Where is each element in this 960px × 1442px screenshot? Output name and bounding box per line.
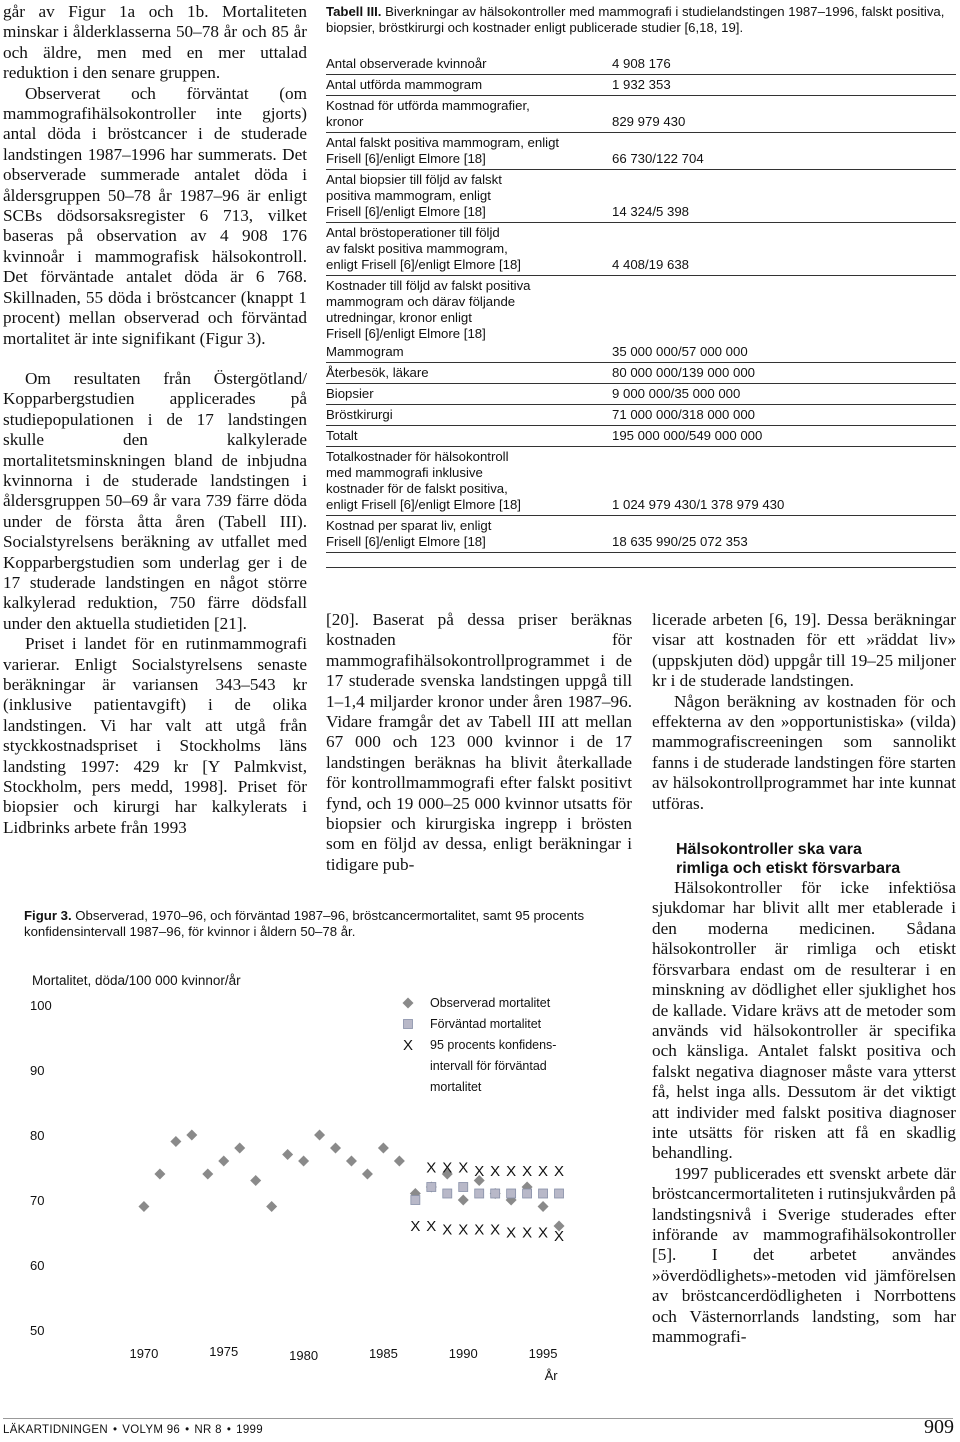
- table-row: [326, 223, 956, 276]
- text-column-2: [326, 610, 632, 875]
- table-group-label: Kostnader till följd av falskt positiva mammogram och därav följande utredningar, kronor enligt Frisell [6]/enligt Elmore [18]: [326, 278, 531, 341]
- table-row: [326, 133, 956, 170]
- table-cell-label: Totalt: [326, 428, 358, 443]
- expected-point: [475, 1189, 484, 1198]
- table-row: [326, 447, 956, 516]
- y-tick-label: 60: [30, 1258, 45, 1273]
- ci-point: X: [442, 1221, 453, 1239]
- col1-paragraph-1: går av Figur 1a och 1b. Mortaliteten minskar i ålderklasserna 50–78 år och 85 år och äldre, men med en mer uttalad reduktion i den senare gruppen.: [3, 2, 307, 83]
- observed-point: [250, 1175, 261, 1186]
- y-tick-label: 90: [30, 1063, 45, 1078]
- table-cell-label: Antal falskt positiva mammogram, enligt Frisell [6]/enligt Elmore [18]: [326, 135, 560, 166]
- expected-point: [411, 1196, 420, 1205]
- legend-label: Förväntad mortalitet: [430, 1017, 542, 1031]
- ci-point: X: [538, 1162, 549, 1180]
- x-tick-label: 1975: [209, 1344, 239, 1359]
- footer-journal: LÄKARTIDNINGEN: [3, 1424, 108, 1436]
- ci-point: X: [474, 1162, 485, 1180]
- x-tick-label: 1990: [448, 1346, 478, 1361]
- legend-label: 95 procents konfidens-: [430, 1038, 557, 1052]
- table-caption-text: Biverkningar av hälsokontroller med mammografi i studielandstingen 1987–1996, falskt positiva, biopsier, bröstkirurgi och kostnader enligt publicerade studier [6,18, 19].: [326, 4, 945, 35]
- observed-point: [154, 1169, 165, 1180]
- observed-point: [138, 1201, 149, 1212]
- figure-caption-text: Observerad, 1970–96, och förväntad 1987–96, bröstcancermortalitet, samt 95 procents konfidensintervall 1987–96, för kvinnor i åldern 50–78 år.: [24, 908, 585, 939]
- table-cell-label: Bröstkirurgi: [326, 407, 393, 422]
- legend-label: Observerad mortalitet: [430, 996, 551, 1010]
- table-cell-label: Mammogram: [326, 344, 404, 359]
- footer-year: 1999: [236, 1424, 263, 1436]
- y-tick-label: 80: [30, 1128, 45, 1143]
- ci-point: X: [554, 1227, 565, 1245]
- x-tick-label: 1995: [528, 1346, 558, 1361]
- expected-point: [491, 1189, 500, 1198]
- observed-point: [202, 1169, 213, 1180]
- footer-separator: •: [112, 1424, 118, 1436]
- ci-point: X: [426, 1159, 437, 1177]
- observed-point: [362, 1169, 373, 1180]
- legend-label: intervall för förväntad: [430, 1059, 547, 1073]
- col3-paragraph-4: 1997 publicerades ett svenskt arbete där bröstcancermortaliteten i rutinsjukvården på landstingsnivå i Sverige studerades efter införande av mammografihälsokontroller [5]. I det arbetet användes »överdödlighets»-metoden vid jämförelsen av bröstcancerdödligheten i Norrbottens och Västernorrlands landsting, som har mammografi-: [652, 1163, 957, 1346]
- col3-paragraph-3: Hälsokontroller för icke infektiösa sjukdomar har blivit allt mer etablerade i den moderna medicinen. Sådana hälsokontroller är rimliga och etiskt försvarbara endast om de resulterar i en minskning av dödlighet eller sjuklighet hos de kallade. Vidare krävs att de metoder som används vid hälsokontroller är specifika och känsliga. Antalet falskt positiva och falskt negativa diagnoser måste vara ytterst få, helst inga alls. Dessutom är det viktigt att individer med falskt positiva diagnoser inte utsätts för risken att få en skadlig behandling.: [652, 878, 956, 1163]
- y-tick-label: 100: [30, 998, 52, 1013]
- page-number: 909: [924, 1416, 954, 1438]
- observed-point: [218, 1156, 229, 1167]
- expected-point: [459, 1183, 468, 1192]
- table-cell-label: Biopsier: [326, 386, 374, 401]
- figure-3-chart: [20, 960, 640, 1390]
- observed-point: [538, 1201, 549, 1212]
- table-caption: [326, 4, 956, 36]
- ci-point: X: [442, 1159, 453, 1177]
- table-row: [326, 384, 956, 405]
- table-caption-label: Tabell III.: [326, 4, 382, 19]
- table-cell-value: 14 324/5 398: [612, 204, 690, 219]
- ci-point: X: [538, 1224, 549, 1242]
- expected-point: [523, 1189, 532, 1198]
- observed-point: [314, 1130, 325, 1141]
- table-row: [326, 426, 956, 447]
- x-axis-label: År: [544, 1368, 558, 1383]
- ci-point: X: [410, 1218, 421, 1235]
- legend-expected-marker: [404, 1020, 413, 1029]
- table-cell-value: 829 979 430: [612, 114, 686, 129]
- table-cell-label: Kostnad per sparat liv, enligt Frisell [6]/enligt Elmore [18]: [326, 518, 492, 549]
- table-row: [326, 75, 956, 96]
- table-row: [326, 405, 956, 426]
- legend-observed-marker: [403, 998, 414, 1009]
- col3-paragraph-2: Någon beräkning av kostnaden för och effekterna av den »opportunistiska» (vilda) mammografiscreeningen som sannolikt fanns i de studerade landstingen före starten av hälsokontrollprogrammet har inte kunnat utföras.: [652, 691, 956, 813]
- ci-point: X: [554, 1162, 565, 1180]
- text-column-3: [652, 610, 956, 1347]
- observed-point: [266, 1201, 277, 1212]
- table-row: [326, 54, 956, 75]
- ci-point: X: [522, 1162, 533, 1180]
- table-cell-label: Antal bröstoperationer till följd av falskt positiva mammogram, enligt Frisell [6]/enligt Elmore [18]: [326, 225, 521, 272]
- table-cell-value: 195 000 000/549 000 000: [612, 428, 763, 443]
- table-row: [326, 342, 956, 363]
- ci-point: X: [490, 1221, 501, 1239]
- observed-point: [282, 1149, 293, 1160]
- text-column-1: [3, 2, 307, 838]
- expected-point: [539, 1189, 548, 1198]
- observed-point: [186, 1130, 197, 1141]
- table-cell-value: 66 730/122 704: [612, 151, 704, 166]
- footer-separator: •: [185, 1424, 190, 1436]
- table-cell-value: 80 000 000/139 000 000: [612, 365, 756, 380]
- x-tick-label: 1970: [129, 1346, 159, 1361]
- ci-point: X: [506, 1162, 517, 1180]
- ci-point: X: [474, 1221, 485, 1239]
- table-cell-value: 35 000 000/57 000 000: [612, 344, 748, 359]
- table-cell-value: 18 635 990/25 072 353: [612, 534, 748, 549]
- footer-journal-info: [3, 1424, 263, 1436]
- expected-point: [555, 1189, 564, 1198]
- table-row: [326, 363, 956, 384]
- observed-point: [458, 1195, 469, 1206]
- ci-point: X: [458, 1159, 469, 1177]
- table-cell-label: Antal observerade kvinnoår: [326, 56, 487, 71]
- section-heading-line-2: rimliga och etiskt försvarbara: [676, 860, 901, 878]
- table-cell-value: 1 932 353: [612, 77, 671, 92]
- expected-point: [443, 1189, 452, 1198]
- legend-label: mortalitet: [430, 1080, 482, 1094]
- ci-point: X: [522, 1224, 533, 1242]
- observed-point: [330, 1143, 341, 1154]
- col3-paragraph-1: licerade arbeten [6, 19]. Dessa beräkningar visar att kostnaden för ett »räddat liv» (uppskjuten död) uppgår till 19–25 miljoner kr i de studerade landstingen.: [652, 610, 956, 691]
- table-cell-label: Kostnad för utförda mammografier, kronor: [326, 98, 530, 129]
- table-row: [326, 170, 956, 223]
- footer-issue: NR 8: [194, 1424, 222, 1436]
- x-tick-label: 1980: [289, 1348, 319, 1363]
- table-cell-label: Antal biopsier till följd av falskt positiva mammogram, enligt Frisell [6]/enligt Elmore [18]: [326, 172, 502, 219]
- expected-point: [507, 1189, 516, 1198]
- table-cell-label: Återbesök, läkare: [326, 365, 429, 380]
- chart-title: Mortalitet, döda/100 000 kvinnor/år: [32, 973, 241, 988]
- table-cell-value: 4 408/19 638: [612, 257, 690, 272]
- observed-point: [170, 1136, 181, 1147]
- y-tick-label: 50: [30, 1323, 45, 1338]
- expected-point: [427, 1183, 436, 1192]
- table-iii: [326, 54, 956, 568]
- ci-point: X: [426, 1218, 437, 1235]
- ci-point: X: [458, 1221, 469, 1239]
- col1-paragraph-4: Priset i landet för en rutinmammografi varierar. Enligt Socialstyrelsens senaste beräkningar är variansen 343–543 kr (inklusive patientavgift) i de olika landstingen. Vi har valt att utgå från styckkostnadspriset i Stockholms läns landsting 1997: 429 kr [Y Palmkvist, Stockholm, pers medd, 1998]. Priset för biopsier och kirurgi har kalkylerats i Lidbrinks arbete från 1993: [3, 634, 307, 837]
- figure-caption: [24, 908, 644, 940]
- table-cell-value: 1 024 979 430/1 378 979 430: [612, 497, 785, 512]
- footer-separator: •: [226, 1424, 232, 1436]
- col1-paragraph-3: Om resultaten från Östergötland/ Kopparbergstudien applicerades på studiepopulationen i de 17 landstingen skulle den kalkylerade mortalitetsminskningen bland de inbjudna kvinnorna i de studerade landstingen i åldersgruppen 50–69 år vara 739 färre döda under de första åtta åren (Tabell III). Socialstyrelsens beräkning av utfallet med Kopparbergstudien som underlag ger i de 17 studerade landstingen en något större kalkylerad reduktion, 750 färre dödsfall under den aktuella studietiden [21].: [3, 368, 307, 633]
- ci-point: X: [490, 1162, 501, 1180]
- section-heading-line-1: Hälsokontroller ska vara: [676, 841, 862, 859]
- table-row: [326, 96, 956, 133]
- table-row: [326, 516, 956, 553]
- table-cell-label: Antal utförda mammogram: [326, 77, 483, 92]
- chart-svg: [20, 960, 640, 1390]
- observed-point: [234, 1143, 245, 1154]
- ci-point: X: [506, 1224, 517, 1242]
- figure-caption-label: Figur 3.: [24, 908, 72, 923]
- table-cell-value: 9 000 000/35 000 000: [612, 386, 741, 401]
- observed-point: [298, 1156, 309, 1167]
- col1-paragraph-2: Observerat och förväntat (om mammografihälsokontroller inte gjorts) antal döda i bröstcancer i de studerade landstingen 1987–1996 har summerats. Det observerade summerade antalet döda i åldersgruppen 50–78 år 1987–96 är enligt SCBs dödsorsaksregister 6 713, vilket baseras på observation av 4 908 176 kvinnoår i mammografisk hälsokontroll. Det förväntade antalet döda är 6 768. Skillnaden, 55 döda i bröstcancer (knappt 1 procent) mellan observerad och förväntad mortalitet är inte signifikant (Figur 3).: [3, 83, 307, 348]
- table-cell-label: Totalkostnader för hälsokontroll med mammografi inklusive kostnader för de falskt positiva, enligt Frisell [6]/enligt Elmore [18]: [326, 449, 521, 512]
- table-cell-value: 4 908 176: [612, 56, 671, 71]
- y-tick-label: 70: [30, 1193, 45, 1208]
- col2-paragraph-1: [20]. Baserat på dessa priser beräknas kostnaden för mammografihälsokontrollprogrammet i de 17 studerade svenska landstingen uppgå till 1–1,4 miljarder kronor under åren 1987–96. Vidare framgår det av Tabell III att mellan 67 000 och 123 000 kvinnor i de 17 landstingen beräknas ha blivit återkallade för kontrollmammografi efter falskt positivt fynd, och 19 000–25 000 kvinnor utsatts för biopsier och kirurgiska ingrepp i brösten som en följd av dessa, enligt beräkningar i tidigare pub-: [326, 610, 632, 874]
- table-cell-value: 71 000 000/318 000 000: [612, 407, 756, 422]
- legend-ci-marker: X: [402, 1037, 414, 1054]
- footer-rule: [3, 1418, 953, 1419]
- observed-point: [394, 1156, 405, 1167]
- observed-point: [378, 1143, 389, 1154]
- footer-volume: VOLYM 96: [122, 1424, 181, 1436]
- observed-point: [346, 1156, 357, 1167]
- section-heading: [652, 840, 956, 878]
- table-group-row: [326, 276, 956, 342]
- x-tick-label: 1985: [368, 1346, 398, 1361]
